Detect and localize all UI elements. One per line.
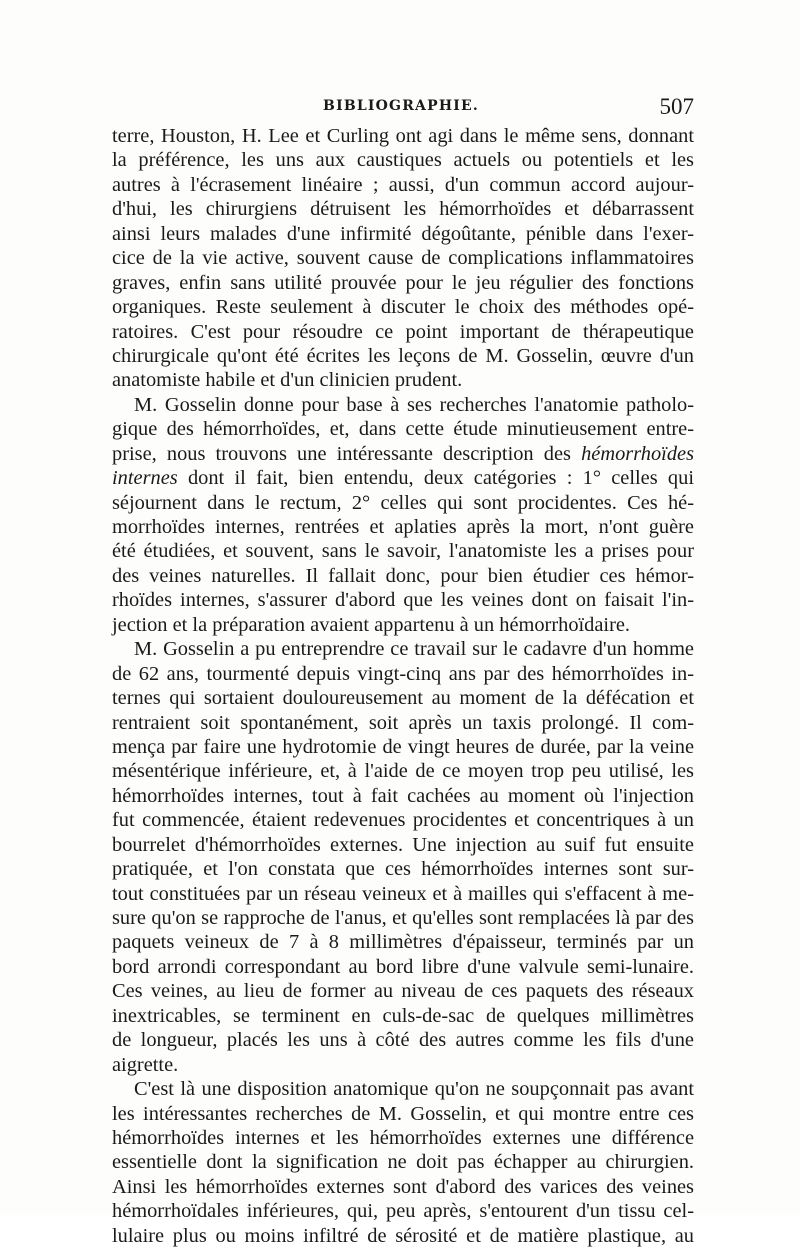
text-line: été étudiées, et souvent, sans le savoir, l'anatomiste les a prises pour — [112, 540, 694, 563]
text-line: mésentérique inférieure, et, à l'aide de ce moyen trop peu utilisé, les — [112, 760, 694, 783]
text-line: d'hui, les chirurgiens détruisent les hémorrhoïdes et débarrassent — [112, 198, 694, 221]
text-segment: prise, nous trouvons une intéressante description des — [112, 442, 582, 465]
text-line: paquets veineux de 7 à 8 millimètres d'épaisseur, terminés par un — [112, 931, 694, 954]
body-text — [112, 124, 694, 1248]
text-line: M. Gosselin a pu entreprendre ce travail sur le cadavre d'un homme — [134, 638, 694, 661]
text-line: hémorrhoïdales inférieures, qui, peu après, s'entourent d'un tissu cel- — [112, 1200, 694, 1223]
text-line: sure qu'on se rapproche de l'anus, et qu'elles sont remplacées là par des — [112, 907, 694, 929]
text-line: de 62 ans, tourmenté depuis vingt-cinq ans par des hémorrhoïdes in- — [112, 662, 694, 685]
text-line: anatomiste habile et d'un clinicien prudent. — [112, 369, 463, 392]
paragraph-2 — [112, 393, 694, 637]
paragraph-3 — [112, 637, 694, 1077]
text-line: terre, Houston, H. Lee et Curling ont agi dans le même sens, donnant — [112, 125, 694, 147]
text-line: lulaire plus ou moins infiltré de sérosité et de matière plastique, au — [112, 1224, 694, 1247]
text-line: essentielle dont la signification ne doit pas échapper au chirurgien. — [112, 1151, 694, 1174]
text-line: rhoïdes internes, s'assurer d'abord que les veines dont on faisait l'in- — [112, 589, 694, 612]
text-line: hémorrhoïdes internes et les hémorrhoïdes externes une différence — [112, 1126, 694, 1149]
text-line: bord arrondi correspondant au bord libre d'une valvule semi-lunaire. — [112, 955, 694, 978]
text-line: séjournent dans le rectum, 2° celles qui sont procidentes. Ces hé- — [112, 491, 694, 514]
text-line: fut commencée, étaient redevenues procidentes et concentriques à un — [112, 809, 694, 832]
running-title: BIBLIOGRAPHIE. — [323, 98, 479, 114]
italic-term: hémorrhoïdes — [581, 442, 694, 465]
text-line: pratiquée, et l'on constata que ces hémorrhoïdes internes sont sur- — [112, 858, 694, 881]
text-line: des veines naturelles. Il fallait donc, pour bien étudier ces hémor- — [112, 564, 694, 587]
text-line: la préférence, les uns aux caustiques actuels ou potentiels et les — [112, 149, 694, 172]
text-segment: dont il fait, bien entendu, deux catégories : 1° celles qui — [177, 467, 694, 490]
text-line: gique des hémorrhoïdes, et, dans cette étude minutieusement entre- — [112, 418, 694, 441]
text-line: ratoires. C'est pour résoudre ce point important de thérapeutique — [112, 320, 694, 343]
text-line: M. Gosselin donne pour base à ses recherches l'anatomie patholo- — [134, 393, 694, 416]
page-number: 507 — [659, 94, 694, 119]
text-line: C'est là une disposition anatomique qu'on ne soupçonnait pas avant — [134, 1078, 694, 1101]
text-line: bourrelet d'hémorrhoïdes externes. Une injection au suif fut ensuite — [112, 833, 694, 856]
text-line: tout constituées par un réseau veineux et à mailles qui s'effacent à me- — [112, 882, 694, 905]
text-line — [112, 466, 694, 490]
text-line: ternes qui sortaient douloureusement au moment de la défécation et — [112, 687, 694, 710]
text-line: aigrette. — [112, 1053, 179, 1076]
text-line: hémorrhoïdes internes, tout à fait cachées au moment où l'injection — [112, 784, 694, 807]
text-line — [112, 442, 694, 466]
text-line: inextricables, se terminent en culs-de-sac de quelques millimètres — [112, 1004, 694, 1027]
text-line: les intéressantes recherches de M. Gosselin, et qui montre entre ces — [112, 1102, 694, 1125]
text-line: Ainsi les hémorrhoïdes externes sont d'abord des varices des veines — [112, 1175, 694, 1198]
text-line: organiques. Reste seulement à discuter le choix des méthodes opé- — [112, 296, 694, 319]
running-head — [108, 94, 694, 124]
text-line: de longueur, placés les uns à côté des autres comme les fils d'une — [112, 1029, 694, 1052]
text-line: chirurgicale qu'ont été écrites les leçons de M. Gosselin, œuvre d'un — [112, 344, 694, 367]
paragraph-4 — [112, 1077, 694, 1248]
italic-term: internes — [112, 467, 178, 490]
paragraph-1 — [112, 124, 694, 393]
text-line: cice de la vie active, souvent cause de complications inflammatoires — [112, 247, 694, 270]
text-line: ainsi leurs malades d'une infirmité dégoûtante, pénible dans l'exer- — [112, 222, 694, 245]
text-line: morrhoïdes internes, rentrées et aplaties après la mort, n'ont guère — [112, 516, 694, 538]
text-line: rentraient soit spontanément, soit après un taxis prolongé. Il com- — [112, 711, 694, 734]
text-line: jection et la préparation avaient appartenu à un hémorrhoïdaire. — [112, 613, 631, 636]
text-line: graves, enfin sans utilité prouvée pour le jeu régulier des fonctions — [112, 271, 694, 294]
text-line: Ces veines, au lieu de former au niveau de ces paquets des réseaux — [112, 980, 694, 1003]
text-line: mença par faire une hydrotomie de vingt heures de durée, par la veine — [112, 735, 694, 758]
text-line: autres à l'écrasement linéaire ; aussi, d'un commun accord aujour- — [112, 173, 694, 196]
